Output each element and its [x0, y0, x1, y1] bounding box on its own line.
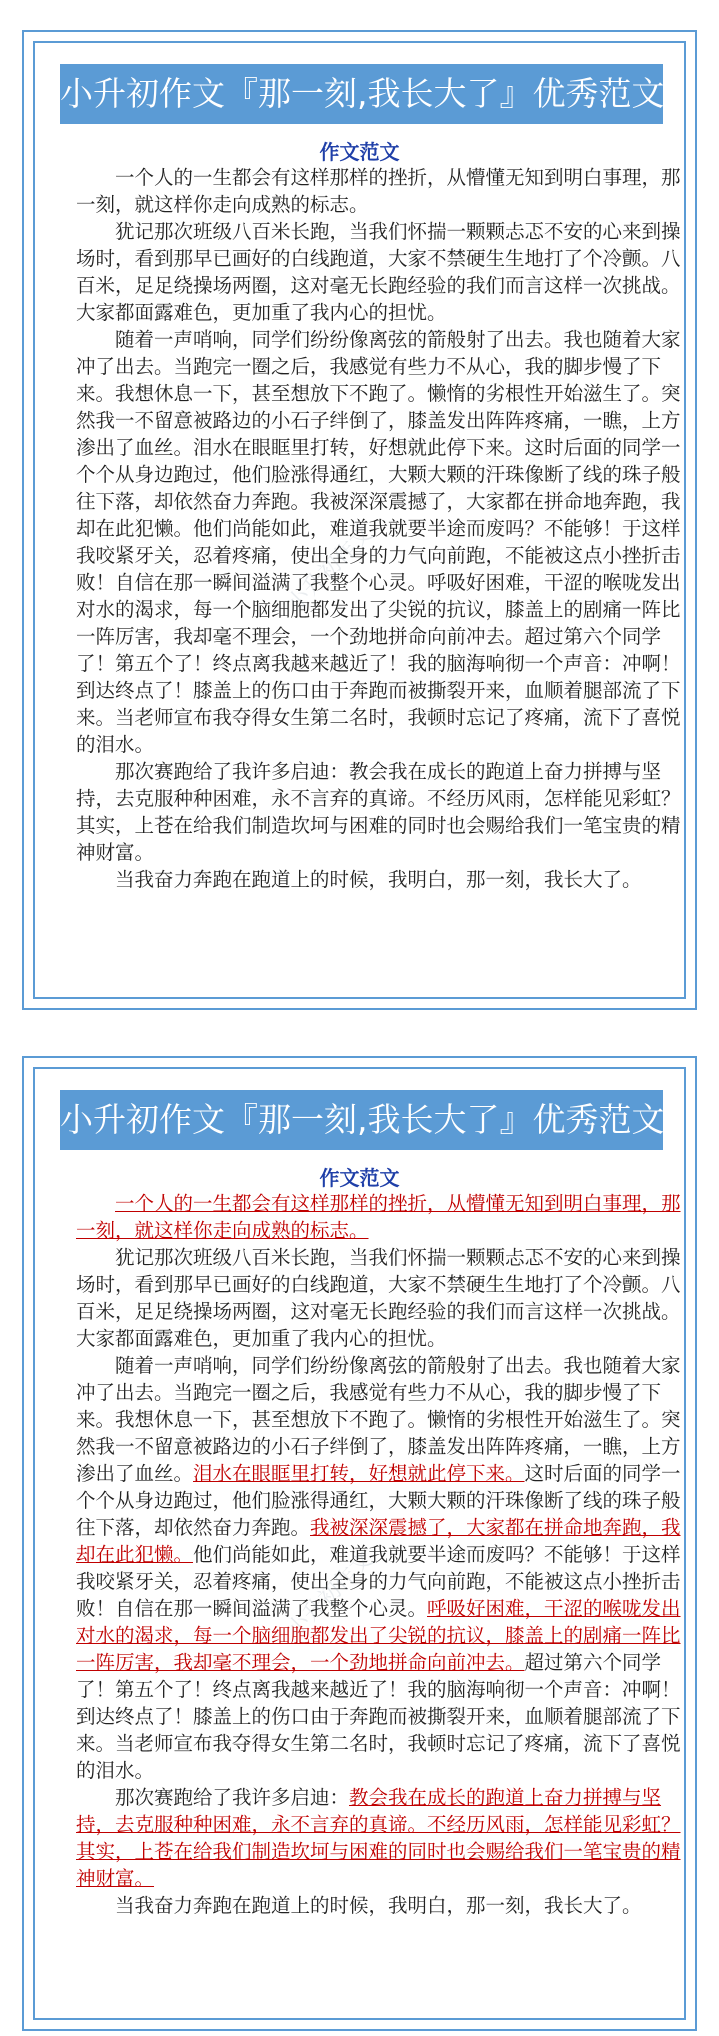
sentence: 随着一声哨响，同学们纷纷像离弦的箭般射了出去。我也随着大家冲了出去。当跑完一圈之后，我感觉有些力不从心，我的脚步慢了下来。我想休息一下，甚至想放下不跑了。懒惰的劣根性开始滋生了。突然我一不留意被路边的小石子绊倒了，膝盖发出阵阵疼痛，一瞧，上方渗出了血丝。 — [76, 1354, 681, 1485]
essay-card-annotated — [22, 1056, 697, 2031]
paragraph: 一个人的一生都会有这样那样的挫折，从懵懂无知到明白事理，那一刻，就这样你走向成熟的标志。 — [76, 166, 681, 216]
highlighted-sentence: 一个人的一生都会有这样那样的挫折，从懵懂无知到明白事理，那一刻，就这样你走向成熟的标志。 — [76, 1192, 681, 1242]
highlighted-sentence: 呼吸好困难，干涩的喉咙发出对水的渴求，每一个脑细胞都发出了尖锐的抗议，膝盖上的剧痛一阵比一阵厉害，我却毫不理会，一个劲地拼命向前冲去。 — [76, 1597, 681, 1674]
sentence: 那次赛跑给了我许多启迪： — [115, 1786, 350, 1809]
paragraph — [76, 1190, 684, 1244]
watermark: 小升初作文 — [282, 521, 379, 617]
sentence: 这时后面的同学一个个从身边跑过，他们脸涨得通红，大颗大颗的汗珠像断了线的珠子般往下落，却依然奋力奔跑。 — [76, 1462, 681, 1539]
paragraph: 当我奋力奔跑在跑道上的时候，我明白，那一刻，我长大了。 — [115, 1894, 642, 1917]
essay-subtitle: 作文范文 — [319, 140, 400, 164]
paragraph: 随着一声哨响，同学们纷纷像离弦的箭般射了出去。我也随着大家冲了出去。当跑完一圈之后，我感觉有些力不从心，我的脚步慢了下来。我想休息一下，甚至想放下不跑了。懒惰的劣根性开始滋生了。突然我一不留意被路边的小石子绊倒了，膝盖发出阵阵疼痛，一瞧，上方渗出了血丝。泪水在眼眶里打转，好想就此停下来。这时后面的同学一个个从身边跑过，他们脸涨得通红，大颗大颗的汗珠像断了线的珠子般往下落，却依然奋力奔跑。我被深深震撼了，大家都在拼命地奔跑，我却在此犯懒。他们尚能如此，难道我就要半途而废吗？不能够！于这样我咬紧牙关，忍着疼痛，使出全身的力气向前跑，不能被这点小挫折击败！自信在那一瞬间溢满了我整个心灵。呼吸好困难，干涩的喉咙发出对水的渴求，每一个脑细胞都发出了尖锐的抗议，膝盖上的剧痛一阵比一阵厉害，我却毫不理会，一个劲地拼命向前冲去。超过第六个同学了！第五个了！终点离我越来越近了！我的脑海响彻一个声音：冲啊！到达终点了！膝盖上的伤口由于奔跑而被撕裂开来，血顺着腿部流了下来。当老师宣布我夺得女生第二名时，我顿时忘记了疼痛，流下了喜悦的泪水。 — [76, 328, 681, 756]
paragraph: 那次赛跑给了我许多启迪：教会我在成长的跑道上奋力拼搏与坚持，去克服种种困难，永不言弃的真谛。不经历风雨，怎样能见彩虹？其实，上苍在给我们制造坎坷与困难的同时也会赐给我们一笔宝贵的精神财富。 — [76, 760, 681, 864]
paragraph: 当我奋力奔跑在跑道上的时候，我明白，那一刻，我长大了。 — [115, 868, 642, 891]
paragraph — [76, 1784, 684, 1892]
essay-subtitle: 作文范文 — [319, 1166, 400, 1190]
essay-title-banner: 小升初作文『那一刻,我长大了』优秀范文 — [60, 1090, 663, 1150]
essay-card-original — [22, 30, 697, 1010]
highlighted-sentence: 泪水在眼眶里打转，好想就此停下来。 — [193, 1462, 525, 1485]
paragraph: 犹记那次班级八百米长跑，当我们怀揣一颗颗忐忑不安的心来到操场时，看到那早已画好的白线跑道，大家不禁硬生生地打了个冷颤。八百米，足足绕操场两圈，这对毫无长跑经验的我们而言这样一次挑战。大家都面露难色，更加重了我内心的担忧。 — [76, 220, 681, 324]
highlighted-sentence: 教会我在成长的跑道上奋力拼搏与坚持，去克服种种困难，永不言弃的真谛。不经历风雨，怎样能见彩虹？其实，上苍在给我们制造坎坷与困难的同时也会赐给我们一笔宝贵的精神财富。 — [76, 1786, 681, 1890]
essay-body — [76, 1190, 684, 1919]
sentence: 超过第六个同学了！第五个了！终点离我越来越近了！我的脑海响彻一个声音：冲啊！到达终点了！膝盖上的伤口由于奔跑而被撕裂开来，血顺着腿部流了下来。当老师宣布我夺得女生第二名时，我顿时忘记了疼痛，流下了喜悦的泪水。 — [76, 1651, 681, 1782]
essay-title-banner: 小升初作文『那一刻,我长大了』优秀范文 — [60, 64, 663, 124]
paragraph: 犹记那次班级八百米长跑，当我们怀揣一颗颗忐忑不安的心来到操场时，看到那早已画好的白线跑道，大家不禁硬生生地打了个冷颤。八百米，足足绕操场两圈，这对毫无长跑经验的我们而言这样一次挑战。大家都面露难色，更加重了我内心的担忧。 — [76, 1246, 681, 1350]
sentence: 他们尚能如此，难道我就要半途而废吗？不能够！于这样我咬紧牙关，忍着疼痛，使出全身的力气向前跑，不能被这点小挫折击败！自信在那一瞬间溢满了我整个心灵。 — [76, 1543, 681, 1620]
essay-body — [76, 164, 684, 893]
paragraph — [76, 1352, 684, 1784]
highlighted-sentence: 我被深深震撼了，大家都在拼命地奔跑，我却在此犯懒。 — [76, 1516, 681, 1566]
watermark: 小升初作文 — [282, 1547, 379, 1643]
